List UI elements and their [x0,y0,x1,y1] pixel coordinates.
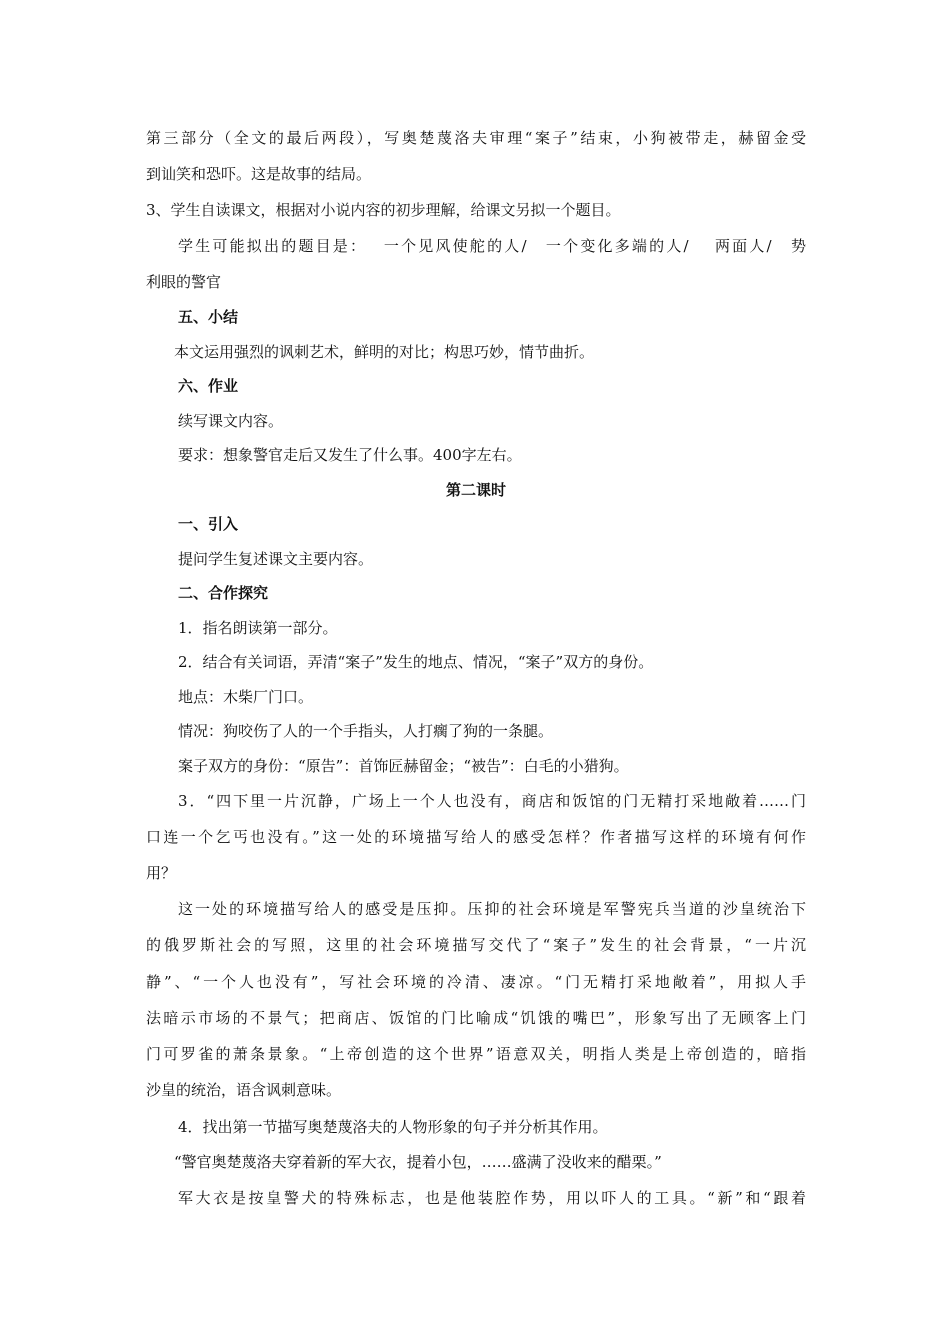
quotation-line: “警官奥楚蔑洛夫穿着新的军大衣，提着小包，……盛满了没收来的醋栗。” [174,1153,662,1171]
paragraph-line: 地点：木柴厂门口。 [178,688,314,706]
paragraph-line: 到讪笑和恐吓。这是故事的结局。 [146,165,372,183]
list-item-2: 2．结合有关词语，弄清“案子”发生的地点、情况，“案子”双方的身份。 [178,653,654,671]
paragraph-line: 法暗示市场的不景气；把商店、饭馆的门比喻成“饥饿的嘴巴”，形象写出了无顾客上门 [146,1009,806,1027]
list-item-3: 3、学生自读课文，根据对小说内容的初步理解，给课文另拟一个题目。 [146,201,621,219]
list-item-4: 4．找出第一节描写奥楚蔑洛夫的人物形象的句子并分析其作用。 [178,1118,608,1136]
paragraph-line: 口连一个乞丐也没有。”这一处的环境描写给人的感受怎样？作者描写这样的环境有何作 [146,828,806,846]
paragraph-line: 续写课文内容。 [178,412,284,430]
list-item-3-question: 3．“四下里一片沉静，广场上一个人也没有，商店和饭馆的门无精打采地敞着……门 [178,792,806,810]
paragraph-line: 门可罗雀的萧条景象。“上帝创造的这个世界”语意双关，明指人类是上帝创造的，暗指 [146,1045,806,1063]
lesson-title: 第二课时 [445,481,506,499]
paragraph-line: 沙皇的统治，语含讽刺意味。 [146,1081,342,1099]
section-heading-summary: 五、小结 [178,308,239,326]
paragraph-line: 本文运用强烈的讽刺艺术，鲜明的对比；构思巧妙，情节曲折。 [174,343,595,361]
paragraph-line: 案子双方的身份：“原告”：首饰匠赫留金；“被告”：白毛的小猎狗。 [178,757,629,775]
paragraph-line: 情况：狗咬伤了人的一个手指头，人打瘸了狗的一条腿。 [178,722,554,740]
paragraph-line: 要求：想象警官走后又发生了什么事。400字左右。 [178,446,522,464]
paragraph-line: 用？ [146,864,177,882]
paragraph-line: 提问学生复述课文主要内容。 [178,550,374,568]
paragraph-line: 静”、“一个人也没有”，写社会环境的冷清、凄凉。“门无精打采地敞着”，用拟人手 [146,973,806,991]
paragraph-line: 第三部分（全文的最后两段），写奥楚蔑洛夫审理“案子”结束，小狗被带走，赫留金受 [146,129,806,147]
paragraph-line: 这一处的环境描写给人的感受是压抑。压抑的社会环境是军警宪兵当道的沙皇统治下 [178,900,806,918]
paragraph-line: 的俄罗斯社会的写照，这里的社会环境描写交代了“案子”发生的社会背景，“一片沉 [146,936,806,954]
section-heading-homework: 六、作业 [178,377,239,395]
paragraph-line: 军大衣是按皇警犬的特殊标志，也是他装腔作势，用以吓人的工具。“新”和“跟着 [178,1189,806,1207]
list-item-1: 1．指名朗读第一部分。 [178,619,338,637]
section-heading-intro: 一、引入 [178,515,239,533]
paragraph-line: 利眼的警官 [146,273,222,291]
paragraph-line: 学生可能拟出的题目是： 一个见风使舵的人/ 一个变化多端的人/ 两面人/ 势 [178,237,806,255]
section-heading-inquiry: 二、合作探究 [178,584,269,602]
